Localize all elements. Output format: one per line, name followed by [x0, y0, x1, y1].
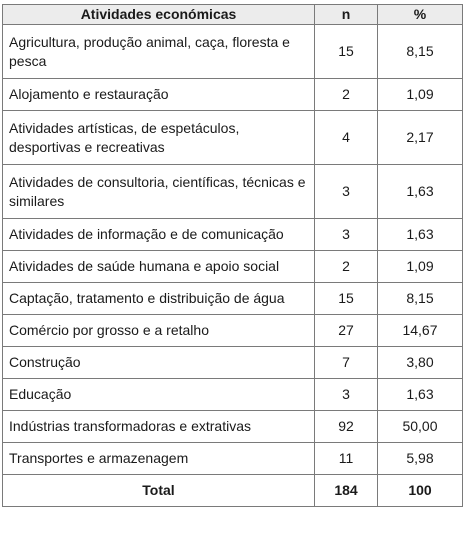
row-activity: Atividades de consultoria, científicas, técnicas e similares [3, 165, 315, 219]
total-label: Total [3, 475, 315, 507]
table-row [3, 79, 463, 111]
row-percent: 1,09 [378, 79, 463, 111]
row-percent: 14,67 [378, 315, 463, 347]
table-row [3, 111, 463, 165]
table-total-row [3, 475, 463, 507]
row-percent: 1,63 [378, 219, 463, 251]
row-activity: Construção [3, 347, 315, 379]
table-row [3, 165, 463, 219]
table-header-row [3, 5, 463, 25]
header-n: n [315, 5, 378, 25]
row-activity: Atividades de informação e de comunicação [3, 219, 315, 251]
row-percent: 5,98 [378, 443, 463, 475]
row-n: 92 [315, 411, 378, 443]
row-activity: Comércio por grosso e a retalho [3, 315, 315, 347]
table-row [3, 379, 463, 411]
row-activity: Agricultura, produção animal, caça, floresta e pesca [3, 25, 315, 79]
row-activity: Atividades de saúde humana e apoio social [3, 251, 315, 283]
row-percent: 1,09 [378, 251, 463, 283]
row-n: 11 [315, 443, 378, 475]
row-n: 7 [315, 347, 378, 379]
table-row [3, 25, 463, 79]
row-percent: 1,63 [378, 379, 463, 411]
row-activity: Atividades artísticas, de espetáculos, desportivas e recreativas [3, 111, 315, 165]
row-n: 3 [315, 219, 378, 251]
row-percent: 8,15 [378, 283, 463, 315]
table-row [3, 347, 463, 379]
total-percent: 100 [378, 475, 463, 507]
row-n: 15 [315, 25, 378, 79]
row-percent: 2,17 [378, 111, 463, 165]
row-activity: Educação [3, 379, 315, 411]
row-n: 4 [315, 111, 378, 165]
row-activity: Alojamento e restauração [3, 79, 315, 111]
row-n: 3 [315, 379, 378, 411]
header-activity: Atividades económicas [3, 5, 315, 25]
row-activity: Transportes e armazenagem [3, 443, 315, 475]
economic-activities-table [2, 4, 463, 507]
table-row [3, 219, 463, 251]
table-row [3, 251, 463, 283]
row-percent: 50,00 [378, 411, 463, 443]
table-row [3, 411, 463, 443]
row-percent: 1,63 [378, 165, 463, 219]
row-n: 2 [315, 79, 378, 111]
total-n: 184 [315, 475, 378, 507]
row-activity: Captação, tratamento e distribuição de água [3, 283, 315, 315]
row-activity: Indústrias transformadoras e extrativas [3, 411, 315, 443]
row-n: 15 [315, 283, 378, 315]
header-percent: % [378, 5, 463, 25]
table-row [3, 315, 463, 347]
row-n: 27 [315, 315, 378, 347]
row-n: 2 [315, 251, 378, 283]
table-row [3, 443, 463, 475]
row-n: 3 [315, 165, 378, 219]
row-percent: 8,15 [378, 25, 463, 79]
table-row [3, 283, 463, 315]
row-percent: 3,80 [378, 347, 463, 379]
